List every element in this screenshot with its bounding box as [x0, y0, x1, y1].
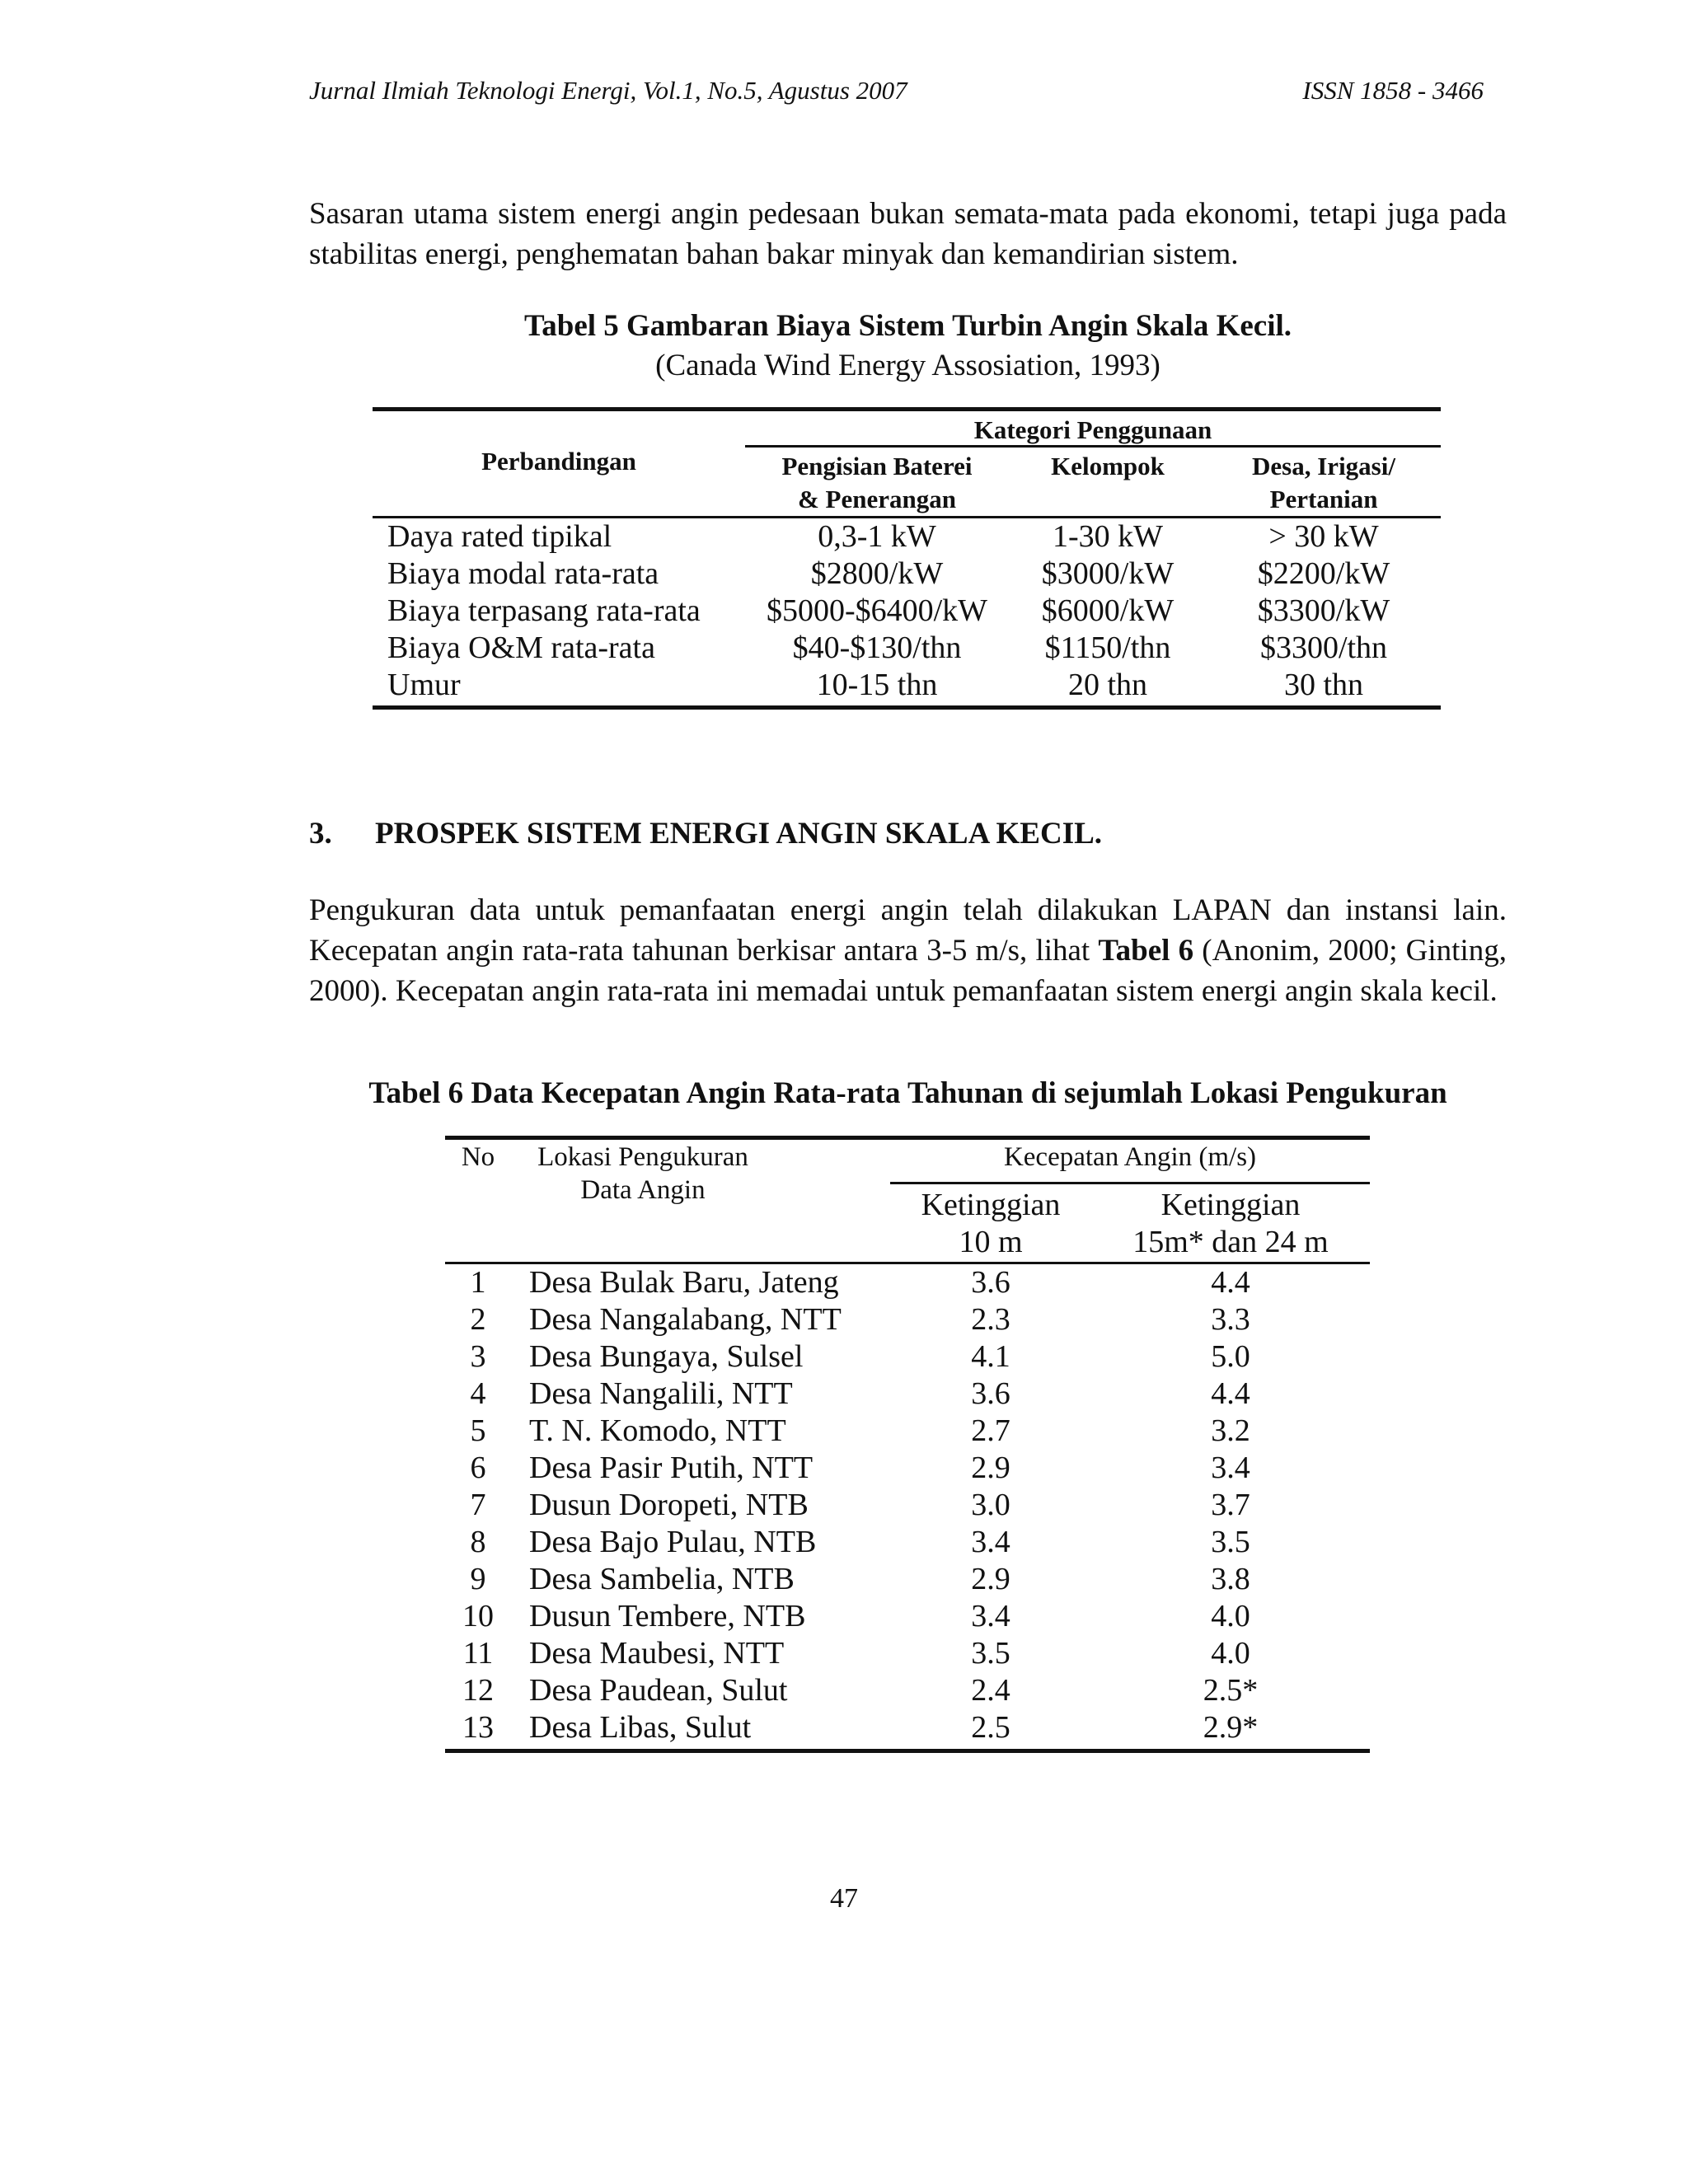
row-number: 10: [462, 1599, 494, 1633]
row-number: 8: [470, 1525, 486, 1559]
speed-24m: 4.0: [1211, 1599, 1250, 1633]
row-number: 2: [470, 1302, 486, 1337]
table-row: [445, 1264, 1370, 1301]
table5-cell: 10-15 thn: [816, 668, 938, 702]
table5-caption: [309, 307, 1507, 386]
speed-10m: 2.4: [971, 1673, 1010, 1708]
table-row: [445, 1561, 1370, 1598]
table5-row-label: Biaya modal rata-rata: [387, 556, 659, 591]
location-name: Desa Bajo Pulau, NTB: [529, 1525, 817, 1559]
table-row: [445, 1338, 1370, 1376]
location-name: Desa Pasir Putih, NTT: [529, 1451, 814, 1485]
speed-24m: 3.2: [1211, 1413, 1250, 1448]
row-number: 4: [470, 1376, 486, 1411]
speed-10m: 2.5: [971, 1710, 1010, 1745]
table6-top-rule: [445, 1136, 1370, 1140]
speed-24m: 5.0: [1211, 1339, 1250, 1374]
paragraph-text: Pengukuran data untuk pemanfaatan energi angin telah dilakukan LAPAN dan instansi lain. Kecepatan angin rata-rata tahunan berkisar antara 3-5 m/s, lihat: [309, 893, 1507, 968]
table-row: [445, 1598, 1370, 1635]
table5-col2-line1: Kelompok: [1051, 452, 1165, 480]
table5-cell: 1-30 kW: [1052, 519, 1164, 554]
table6-bottom-rule: [445, 1749, 1370, 1753]
table5-cell: $5000-$6400/kW: [766, 593, 988, 628]
table5-cell: $3300/thn: [1259, 630, 1388, 665]
table5-col3-header: [1207, 450, 1441, 516]
table6-location-header-line2: Data Angin: [580, 1175, 706, 1205]
table6-location-header-line1: Lokasi Pengukuran: [537, 1142, 748, 1172]
speed-24m: 4.0: [1211, 1636, 1250, 1671]
table5-col1-line2: & Penerangan: [797, 485, 956, 513]
table5-title: Tabel 5 Gambaran Biaya Sistem Turbin Angin Skala Kecil.: [523, 309, 1292, 343]
speed-10m: 2.3: [971, 1302, 1010, 1337]
paragraph-text: (Anonim, 2000; Ginting, 2000). Kecepatan angin rata-rata ini memadai untuk pemanfaatan sistem energi angin skala kecil.: [309, 934, 1507, 1008]
row-number: 12: [462, 1673, 494, 1708]
table5-row-label: Daya rated tipikal: [387, 519, 612, 554]
table5-cell: $40-$130/thn: [792, 630, 962, 665]
row-number: 13: [462, 1710, 494, 1745]
row-number: 6: [470, 1451, 486, 1485]
speed-10m: 3.5: [971, 1636, 1010, 1671]
table5-cell: $2200/kW: [1257, 556, 1390, 591]
table5-col2-header: [1009, 450, 1207, 483]
table5-cell: 30 thn: [1283, 668, 1364, 702]
table-row: [445, 1487, 1370, 1524]
table6-height10-line1: Ketinggian: [921, 1188, 1061, 1222]
row-number: 9: [470, 1562, 486, 1596]
table6-height10-header: [890, 1187, 1091, 1261]
page-number: 47: [830, 1883, 858, 1914]
location-name: Desa Paudean, Sulut: [529, 1673, 788, 1708]
table-row: [445, 1413, 1370, 1450]
speed-10m: 3.6: [971, 1265, 1010, 1300]
table-row: [445, 1672, 1370, 1709]
table-row: [445, 1709, 1370, 1746]
speed-24m: 2.5*: [1203, 1673, 1259, 1708]
speed-10m: 3.4: [971, 1525, 1010, 1559]
speed-10m: 4.1: [971, 1339, 1010, 1374]
speed-24m: 3.4: [1211, 1451, 1250, 1485]
section-title: PROSPEK SISTEM ENERGI ANGIN SKALA KECIL.: [375, 817, 1103, 851]
body-paragraph: [309, 890, 1507, 1011]
table6-group-header: Kecepatan Angin (m/s): [1003, 1142, 1257, 1172]
table5-source: (Canada Wind Energy Assosiation, 1993): [655, 349, 1160, 382]
table-row: [373, 667, 1441, 704]
row-number: 11: [462, 1636, 494, 1671]
table-row: [445, 1301, 1370, 1338]
row-number: 3: [470, 1339, 486, 1374]
table5-row-header: Perbandingan: [481, 447, 636, 476]
table5-cell: $3300/kW: [1257, 593, 1390, 628]
table5-row-label: Biaya terpasang rata-rata: [387, 593, 701, 628]
table5-group-rule: [745, 445, 1441, 448]
table-row: [445, 1376, 1370, 1413]
location-name: Desa Nangalabang, NTT: [529, 1302, 842, 1337]
location-name: Desa Bulak Baru, Jateng: [529, 1265, 839, 1300]
speed-24m: 4.4: [1211, 1265, 1250, 1300]
table6-height24-line1: Ketinggian: [1160, 1188, 1301, 1222]
section-heading: [309, 816, 1102, 851]
speed-10m: 2.9: [971, 1451, 1010, 1485]
table-row: [373, 630, 1441, 667]
table5-cell: $1150/thn: [1044, 630, 1171, 665]
table5-top-rule: [373, 407, 1441, 411]
table5-bottom-rule: [373, 705, 1441, 710]
location-name: Desa Bungaya, Sulsel: [529, 1339, 804, 1374]
speed-24m: 3.8: [1211, 1562, 1250, 1596]
row-number: 7: [470, 1488, 486, 1522]
table5-col1-header: [745, 450, 1009, 516]
location-name: Dusun Doropeti, NTB: [529, 1488, 809, 1522]
table6-height24-line2: 15m* dan 24 m: [1132, 1225, 1329, 1259]
table6-height24-header: [1091, 1187, 1370, 1261]
location-name: T. N. Komodo, NTT: [529, 1413, 786, 1448]
speed-24m: 4.4: [1211, 1376, 1250, 1411]
issn-label: ISSN 1858 - 3466: [1302, 76, 1484, 105]
running-header: [309, 76, 1484, 105]
table5-row-label: Biaya O&M rata-rata: [387, 630, 655, 665]
table-row: [445, 1635, 1370, 1672]
table6-no-header: No: [461, 1142, 495, 1172]
table5-col3-line1: Desa, Irigasi/: [1252, 452, 1395, 480]
table6-location-header: [511, 1141, 775, 1207]
row-number: 1: [470, 1265, 486, 1300]
location-name: Desa Libas, Sulut: [529, 1710, 752, 1745]
table5-row-label: Umur: [387, 668, 461, 702]
location-name: Desa Sambelia, NTB: [529, 1562, 795, 1596]
table5-col3-line2: Pertanian: [1269, 485, 1378, 513]
table-row: [445, 1524, 1370, 1561]
table5-cell: $6000/kW: [1041, 593, 1175, 628]
table5-cell: 0,3-1 kW: [818, 519, 936, 554]
table5-cell: $2800/kW: [810, 556, 944, 591]
speed-24m: 3.3: [1211, 1302, 1250, 1337]
table-row: [373, 518, 1441, 555]
speed-10m: 3.0: [971, 1488, 1010, 1522]
location-name: Desa Nangalili, NTT: [529, 1376, 793, 1411]
location-name: Dusun Tembere, NTB: [529, 1599, 806, 1633]
section-number: 3.: [309, 817, 332, 851]
speed-24m: 2.9*: [1203, 1710, 1259, 1745]
journal-citation: Jurnal Ilmiah Teknologi Energi, Vol.1, No.5, Agustus 2007: [309, 76, 907, 105]
table5-cell: 20 thn: [1067, 668, 1148, 702]
speed-10m: 3.6: [971, 1376, 1010, 1411]
table6-group-rule: [890, 1182, 1370, 1184]
table-row: [445, 1450, 1370, 1487]
table5-group-header: Kategori Penggunaan: [973, 415, 1212, 444]
table-reference: Tabel 6: [1098, 934, 1194, 968]
table5-col1-line1: Pengisian Baterei: [781, 452, 973, 480]
table5-cell: > 30 kW: [1268, 519, 1379, 554]
speed-10m: 3.4: [971, 1599, 1010, 1633]
table5-cell: $3000/kW: [1041, 556, 1175, 591]
speed-24m: 3.7: [1211, 1488, 1250, 1522]
table6-title: Tabel 6 Data Kecepatan Angin Rata-rata Tahunan di sejumlah Lokasi Pengukuran: [368, 1076, 1447, 1110]
table-row: [373, 593, 1441, 630]
speed-10m: 2.9: [971, 1562, 1010, 1596]
location-name: Desa Maubesi, NTT: [529, 1636, 785, 1671]
table-row: [373, 555, 1441, 593]
row-number: 5: [470, 1413, 486, 1448]
speed-10m: 2.7: [971, 1413, 1010, 1448]
intro-paragraph: Sasaran utama sistem energi angin pedesaan bukan semata-mata pada ekonomi, tetapi juga pada stabilitas energi, penghematan bahan bakar minyak dan kemandirian sistem.: [309, 197, 1507, 271]
speed-24m: 3.5: [1211, 1525, 1250, 1559]
table6-height10-line2: 10 m: [959, 1225, 1023, 1259]
